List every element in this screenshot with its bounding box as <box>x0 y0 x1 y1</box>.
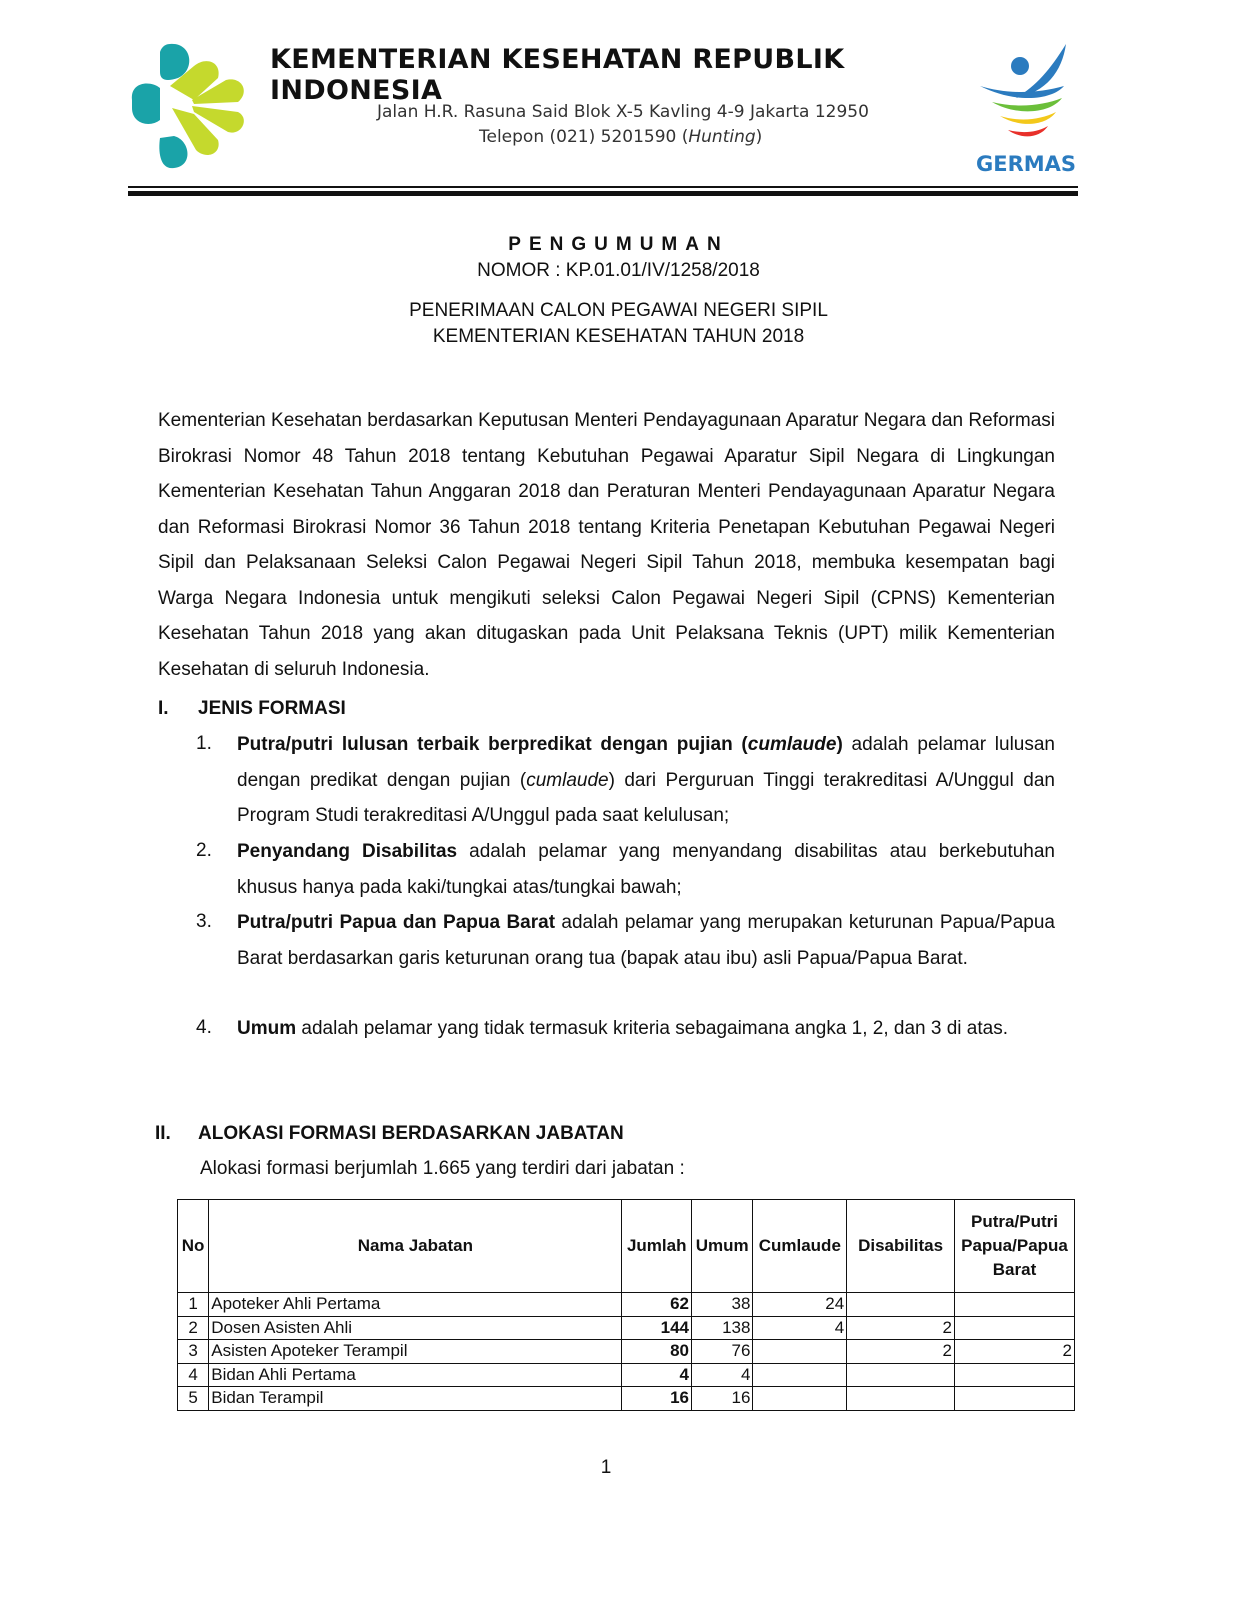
header-papua <box>955 1200 1075 1293</box>
section-1-number: I. <box>158 698 169 719</box>
table-row <box>178 1316 1075 1340</box>
list-item-number: 3. <box>196 911 212 932</box>
list-item-text: adalah pelamar yang menyandang disabilitas atau berkebutuhan khusus hanya pada kaki/tungkai atas/tungkai bawah; <box>237 841 1055 898</box>
list-item-bold: Penyandang Disabilitas <box>237 841 458 862</box>
cell-no: 5 <box>178 1387 209 1411</box>
cell-disabilitas <box>847 1387 955 1411</box>
table-row <box>178 1340 1075 1364</box>
list-item <box>237 905 1055 976</box>
list-item <box>237 834 1055 905</box>
cell-nama: Asisten Apoteker Terampil <box>209 1340 622 1364</box>
list-item-text: adalah pelamar yang tidak termasuk kriteria sebagaimana angka 1, 2, dan 3 di atas. <box>296 1018 1008 1039</box>
cell-disabilitas: 2 <box>847 1316 955 1340</box>
list-item-number: 4. <box>196 1017 212 1038</box>
ministry-address: Jalan H.R. Rasuna Said Blok X-5 Kavling 4-9 Jakarta 12950 <box>377 102 869 122</box>
table-row <box>178 1387 1075 1411</box>
cell-umum: 138 <box>691 1316 752 1340</box>
cell-jumlah: 62 <box>622 1293 692 1317</box>
cell-jumlah: 4 <box>622 1363 692 1387</box>
section-2-title: ALOKASI FORMASI BERDASARKAN JABATAN <box>198 1123 624 1144</box>
phone-hunting: Hunting <box>688 127 756 147</box>
cell-papua: 2 <box>955 1340 1075 1364</box>
section-2-number: II. <box>155 1123 171 1144</box>
list-item-text: adalah pelamar lulusan dengan predikat dengan pujian ( <box>237 734 1055 791</box>
cell-jumlah: 16 <box>622 1387 692 1411</box>
announcement-subject-line-1: PENERIMAAN CALON PEGAWAI NEGERI SIPIL <box>409 300 828 321</box>
list-item-bold: Putra/putri Papua dan Papua Barat <box>237 912 556 933</box>
header-umum: Umum <box>691 1200 752 1293</box>
announcement-heading: PENGUMUMAN <box>508 234 729 255</box>
list-item-bold-italic: cumlaude <box>747 734 837 755</box>
list-item-number: 1. <box>196 733 212 754</box>
header-cumlaude: Cumlaude <box>753 1200 847 1293</box>
cell-nama: Apoteker Ahli Pertama <box>209 1293 622 1317</box>
intro-paragraph: Kementerian Kesehatan berdasarkan Keputusan Menteri Pendayagunaan Aparatur Negara dan Reformasi Birokrasi Nomor 48 Tahun 2018 tentang Kebutuhan Pegawai Aparatur Sipil Negara di Lingkungan Kementerian Kesehatan Tahun Anggaran 2018 dan Peraturan Menteri Pendayagunaan Aparatur Negara dan Reformasi Birokrasi Nomor 36 Tahun 2018 tentang Kriteria Penetapan Kebutuhan Pegawai Negeri Sipil dan Pelaksanaan Seleksi Calon Pegawai Negeri Sipil Tahun 2018, membuka kesempatan bagi Warga Negara Indonesia untuk mengikuti seleksi Calon Pegawai Negeri Sipil (CPNS) Kementerian Kesehatan Tahun 2018 yang akan ditugaskan pada Unit Pelaksana Teknis (UPT) milik Kementerian Kesehatan di seluruh Indonesia. <box>158 410 1055 680</box>
cell-nama: Bidan Ahli Pertama <box>209 1363 622 1387</box>
cell-jumlah: 144 <box>622 1316 692 1340</box>
cell-papua <box>955 1363 1075 1387</box>
allocation-table <box>177 1199 1075 1411</box>
cell-umum: 16 <box>691 1387 752 1411</box>
cell-no: 3 <box>178 1340 209 1364</box>
letterhead-divider-thick <box>128 191 1078 196</box>
cell-no: 2 <box>178 1316 209 1340</box>
list-item-bold-end: ) <box>836 734 843 755</box>
phone-prefix: Telepon (021) 5201590 ( <box>479 127 689 147</box>
list-item <box>237 727 1055 834</box>
list-item <box>237 1011 1055 1047</box>
header-papua-line-3: Barat <box>992 1260 1037 1279</box>
cell-papua <box>955 1316 1075 1340</box>
page-number: 1 <box>600 1457 612 1478</box>
list-item-number: 2. <box>196 840 212 861</box>
cell-disabilitas <box>847 1363 955 1387</box>
cell-papua <box>955 1293 1075 1317</box>
germas-label: GERMAS <box>976 152 1077 176</box>
table-header-row <box>178 1200 1075 1293</box>
cell-papua <box>955 1387 1075 1411</box>
allocation-intro: Alokasi formasi berjumlah 1.665 yang terdiri dari jabatan : <box>200 1158 685 1179</box>
cell-jumlah: 80 <box>622 1340 692 1364</box>
cell-cumlaude <box>753 1363 847 1387</box>
header-disabilitas: Disabilitas <box>847 1200 955 1293</box>
list-item-text: adalah pelamar yang merupakan keturunan Papua/Papua Barat berdasarkan garis keturunan orang tua (bapak atau ibu) asli Papua/Papua Barat. <box>237 912 1055 969</box>
cell-no: 1 <box>178 1293 209 1317</box>
header-nama-jabatan: Nama Jabatan <box>209 1200 622 1293</box>
ministry-phone <box>479 127 762 147</box>
cell-umum: 38 <box>691 1293 752 1317</box>
header-jumlah: Jumlah <box>622 1200 692 1293</box>
ministry-name: KEMENTERIAN KESEHATAN REPUBLIK INDONESIA <box>270 44 845 106</box>
announcement-subject-line-2: KEMENTERIAN KESEHATAN TAHUN 2018 <box>432 326 805 347</box>
cell-cumlaude: 4 <box>753 1316 847 1340</box>
phone-suffix: ) <box>755 127 763 147</box>
cell-cumlaude <box>753 1387 847 1411</box>
cell-nama: Dosen Asisten Ahli <box>209 1316 622 1340</box>
cell-nama: Bidan Terampil <box>209 1387 622 1411</box>
cell-disabilitas: 2 <box>847 1340 955 1364</box>
announcement-number: NOMOR : KP.01.01/IV/1258/2018 <box>477 260 760 281</box>
table-row <box>178 1293 1075 1317</box>
header-no: No <box>178 1200 209 1293</box>
cell-cumlaude: 24 <box>753 1293 847 1317</box>
list-item-text-end: ) dari Perguruan Tinggi terakreditasi A/Unggul dan Program Studi terakreditasi A/Unggul pada saat kelulusan; <box>237 769 1055 826</box>
header-papua-line-2: Papua/Papua <box>961 1236 1068 1255</box>
letterhead-divider-thin <box>128 186 1078 188</box>
cell-no: 4 <box>178 1363 209 1387</box>
cell-disabilitas <box>847 1293 955 1317</box>
table-row <box>178 1363 1075 1387</box>
header-papua-line-1: Putra/Putri <box>971 1212 1058 1231</box>
section-1-title: JENIS FORMASI <box>198 698 346 719</box>
list-item-bold: Umum <box>237 1018 297 1039</box>
list-item-italic: cumlaude <box>526 769 609 791</box>
cell-umum: 76 <box>691 1340 752 1364</box>
cell-cumlaude <box>753 1340 847 1364</box>
list-item-bold: Putra/putri lulusan terbaik berpredikat dengan pujian ( <box>237 734 748 755</box>
kemenkes-logo-icon <box>130 42 248 170</box>
cell-umum: 4 <box>691 1363 752 1387</box>
